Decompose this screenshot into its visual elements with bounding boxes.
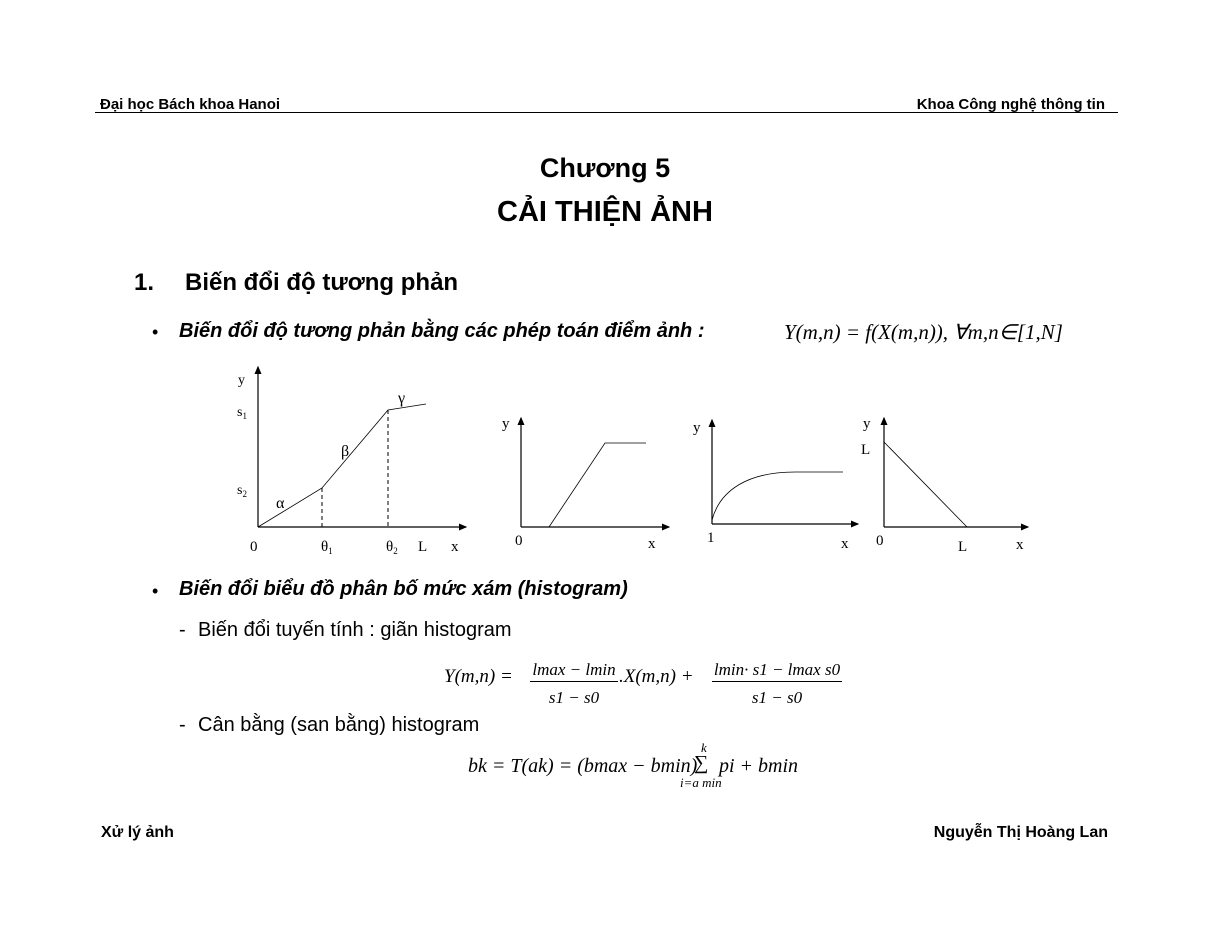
header-rule [95,112,1118,113]
g1-beta-label: β [341,443,350,460]
g1-alpha-label: α [276,495,285,512]
bullet1-formula: Y(m,n) = f(X(m,n)), ∀m,n∈[1,N] [784,320,1063,344]
formula2-frac2-denominator: s1 − s0 [751,688,803,707]
g2-x-label: x [648,536,656,552]
formula3-sum-bottom: i=a min [680,775,722,790]
formula3-lhs: bk = T(ak) = (bmax − bmin) [468,755,698,777]
item-dash: - [179,619,186,641]
formula3-sum-symbol: ∑ [694,752,709,774]
g1-zero-label: 0 [250,539,258,555]
g4-y-label: y [863,416,871,432]
section-number: 1. [134,269,155,296]
g1-y-label: y [238,373,245,388]
g1-gamma-label: γ [398,390,406,407]
bullet1-text: Biến đổi độ tương phản bằng các phép toán điểm ảnh : [179,320,705,342]
g3-y-label: y [693,420,701,436]
bullet-dot: • [152,581,159,601]
g1-theta1-label: $\theta_1$ [321,539,333,556]
g1-x-label: x [451,539,459,555]
bullet-dot: • [152,322,159,342]
graph-piecewise-linear [237,367,466,556]
footer-left: Xử lý ảnh [101,824,174,841]
formula3-rhs: pi + bmin [719,755,799,777]
transfer-function-graphs [0,360,1210,560]
g4-L-bottom-label: L [958,539,968,555]
g2-zero-label: 0 [515,533,523,549]
item-linear-stretch: Biến đổi tuyến tính : giãn histogram [198,619,512,641]
g4-zero-label: 0 [876,533,884,549]
g3-one-label: 1 [707,530,715,546]
formula2-mid: .X(m,n) + [619,666,694,687]
chapter-title: CẢI THIỆN ẢNH [497,196,713,228]
header-right: Khoa Công nghệ thông tin [916,96,1105,113]
chapter-number: Chương 5 [539,153,671,183]
g4-L-top-label: L [861,442,871,458]
graph-logarithmic [693,420,858,552]
header-left: Đại học Bách khoa Hanoi [100,96,281,113]
footer-right: Nguyễn Thị Hoàng Lan [933,824,1108,841]
g2-y-label: y [502,416,510,432]
g1-s2-label: $s_2$ [237,483,247,499]
g1-theta2-label: $\theta_2$ [386,539,398,556]
formula2-frac1-denominator: s1 − s0 [548,688,600,707]
formula2-frac2-numerator: lmin· s1 − lmax s0 [712,660,842,682]
formula2-lhs: Y(m,n) = [444,666,513,687]
g1-s1-label: $s_1$ [237,405,247,421]
formula2-frac1-numerator: lmax − lmin [530,660,618,682]
graph-clipping [502,416,669,552]
g1-L-label: L [418,539,428,555]
graph-negative [861,416,1028,555]
item-dash: - [179,714,186,736]
g4-x-label: x [1016,537,1024,553]
bullet2-text: Biến đổi biểu đồ phân bố mức xám (histogram) [179,578,628,600]
section-title: Biến đổi độ tương phản [185,269,459,296]
formula3-sum-top: k [701,740,707,755]
g3-x-label: x [841,536,849,552]
item-histogram-equalization: Cân bằng (san bằng) histogram [198,714,480,736]
